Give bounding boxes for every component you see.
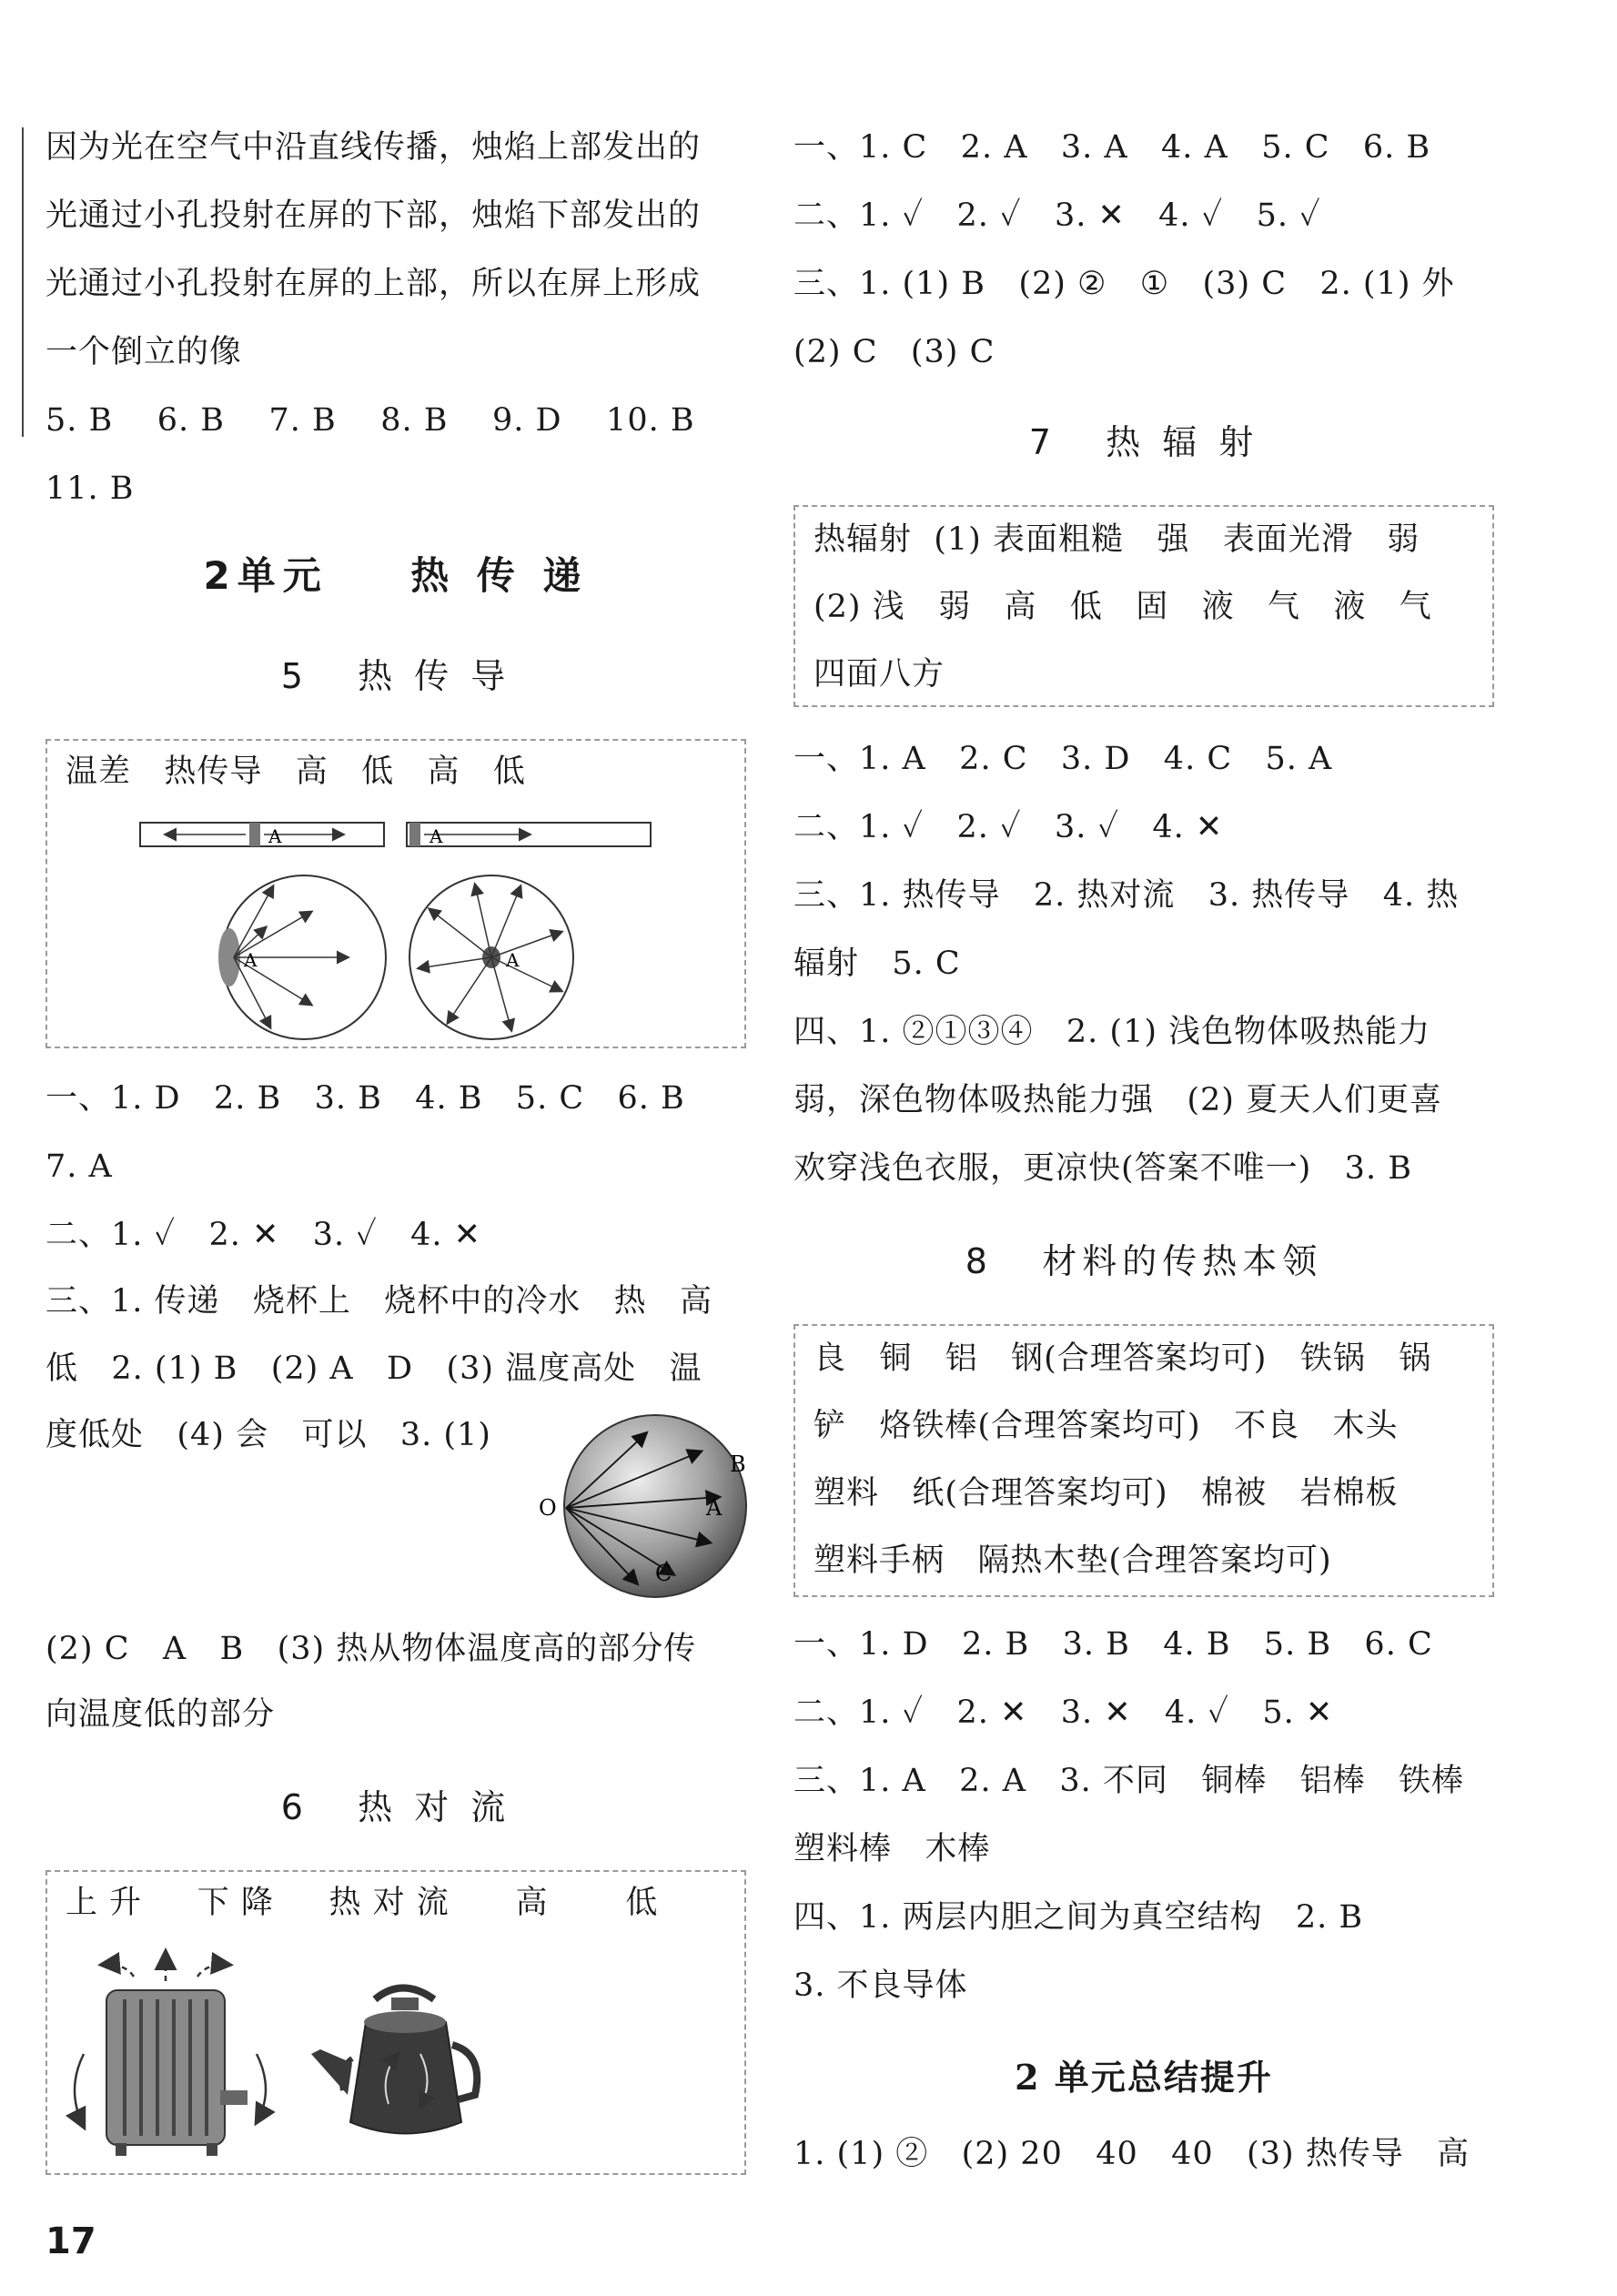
text-line: 一个倒立的像 (45, 334, 243, 370)
margin-rule (22, 127, 24, 437)
summary-title: 2 单元总结提升 (1015, 2057, 1273, 2098)
answer-line: 7. A (45, 1148, 113, 1185)
conduction-diagram (47, 741, 748, 1050)
material-box (793, 1324, 1494, 1597)
section-title-6: 6 热 对 流 (280, 1787, 511, 1827)
answer-line: 1. (1) ② (2) 20 40 40 (3) 热传导 高 (793, 2136, 1470, 2172)
rod-label: A (430, 825, 443, 847)
sphere-diagram (537, 1406, 755, 1606)
answer-line: 塑料棒 木棒 (793, 1831, 991, 1867)
answer-line: 二、1. ✓ 2. ✕ 3. ✓ 4. ✕ (45, 1217, 482, 1253)
box-text: 温差 热传导 高 低 高 低 (66, 754, 526, 790)
heat-convection-box (45, 1870, 746, 2175)
box-text: 上 升 下 降 热 对 流 高 低 (66, 1885, 659, 1921)
answer-line: 向温度低的部分 (45, 1696, 276, 1733)
answer-line: 二、1. ✓ 2. ✓ 3. ✓ 4. ✕ (793, 809, 1224, 845)
unit-title: 2单元 热 传 递 (203, 553, 589, 598)
box-line: 铲 烙铁棒(合理答案均可) 不良 木头 (814, 1408, 1399, 1444)
sphere-label-o: O (539, 1495, 557, 1521)
rod-left-point (249, 823, 260, 846)
radiator-icon (106, 1990, 248, 2156)
box-line: 四面八方 (814, 656, 945, 693)
answer-line: 四、1. ②①③④ 2. (1) 浅色物体吸热能力 (793, 1014, 1431, 1050)
heat-radiation-box (793, 505, 1494, 707)
answer-line: 低 2. (1) B (2) A D (3) 温度高处 温 (45, 1350, 702, 1387)
box-line: 热辐射 (1) 表面粗糙 强 表面光滑 弱 (814, 521, 1420, 558)
answer-line: 三、1. 传递 烧杯上 烧杯中的冷水 热 高 (45, 1283, 713, 1320)
heat-conduction-box (45, 739, 746, 1048)
answer-line: 3. 不良导体 (793, 1967, 968, 2004)
sphere-label-c: C (655, 1561, 672, 1586)
section-title-7: 7 热 辐 射 (1028, 422, 1259, 462)
text-line: 光通过小孔投射在屏的上部，所以在屏上形成 (45, 266, 702, 302)
answer-line: 欢穿浅色衣服，更凉快(答案不唯一) 3. B (793, 1150, 1412, 1187)
answer-line: 5. B 6. B 7. B 8. B 9. D 10. B (45, 402, 695, 439)
answer-line: 度低处 (4) 会 可以 3. (1) (45, 1417, 491, 1453)
answer-line: 一、1. D 2. B 3. B 4. B 5. C 6. B (45, 1080, 685, 1117)
text-line: 光通过小孔投射在屏的下部，烛焰下部发出的 (45, 197, 702, 234)
page-number: 17 (45, 2220, 96, 2262)
answer-line: (2) C A B (3) 热从物体温度高的部分传 (45, 1631, 697, 1667)
answer-line: 11. B (45, 470, 135, 507)
answer-line: 三、1. (1) B (2) ② ① (3) C 2. (1) 外 (793, 266, 1455, 302)
section-title-8: 8 材料的传热本领 (965, 1241, 1323, 1281)
section-title-5: 5 热 传 导 (280, 656, 511, 696)
answer-line: 一、1. C 2. A 3. A 4. A 5. C 6. B (793, 129, 1431, 166)
answer-line: 四、1. 两层内胆之间为真空结构 2. B (793, 1899, 1364, 1936)
box-line: 塑料 纸(合理答案均可) 棉被 岩棉板 (814, 1475, 1399, 1512)
answer-line: 弱，深色物体吸热能力强 (2) 夏天人们更喜 (793, 1082, 1443, 1118)
kettle-icon (311, 1988, 477, 2134)
answer-line: 一、1. D 2. B 3. B 4. B 5. B 6. C (793, 1626, 1433, 1663)
answer-line: 二、1. ✓ 2. ✓ 3. ✕ 4. ✓ 5. ✓ (793, 197, 1321, 234)
answer-line: (2) C (3) C (793, 334, 995, 370)
text-line: 因为光在空气中沿直线传播，烛焰上部发出的 (45, 129, 702, 166)
sphere-label-b: B (730, 1451, 746, 1477)
convection-diagram (47, 1872, 748, 2177)
answer-line: 二、1. ✓ 2. ✕ 3. ✕ 4. ✓ 5. ✕ (793, 1694, 1334, 1731)
plate-label: A (244, 949, 258, 971)
answer-line: 三、1. A 2. A 3. 不同 铜棒 铝棒 铁棒 (793, 1763, 1464, 1799)
rod-right-point (409, 823, 420, 846)
plate-label: A (506, 949, 520, 971)
answer-line: 一、1. A 2. C 3. D 4. C 5. A (793, 741, 1333, 777)
box-line: 塑料手柄 隔热木垫(合理答案均可) (814, 1542, 1332, 1579)
box-line: (2) 浅 弱 高 低 固 液 气 液 气 (814, 589, 1432, 625)
answer-line: 三、1. 热传导 2. 热对流 3. 热传导 4. 热 (793, 877, 1460, 914)
answer-line: 辐射 5. C (793, 946, 961, 982)
box-line: 良 铜 铝 钢(合理答案均可) 铁锅 锅 (814, 1340, 1432, 1377)
rod-label: A (268, 825, 282, 847)
sphere-label-a: A (706, 1495, 723, 1521)
